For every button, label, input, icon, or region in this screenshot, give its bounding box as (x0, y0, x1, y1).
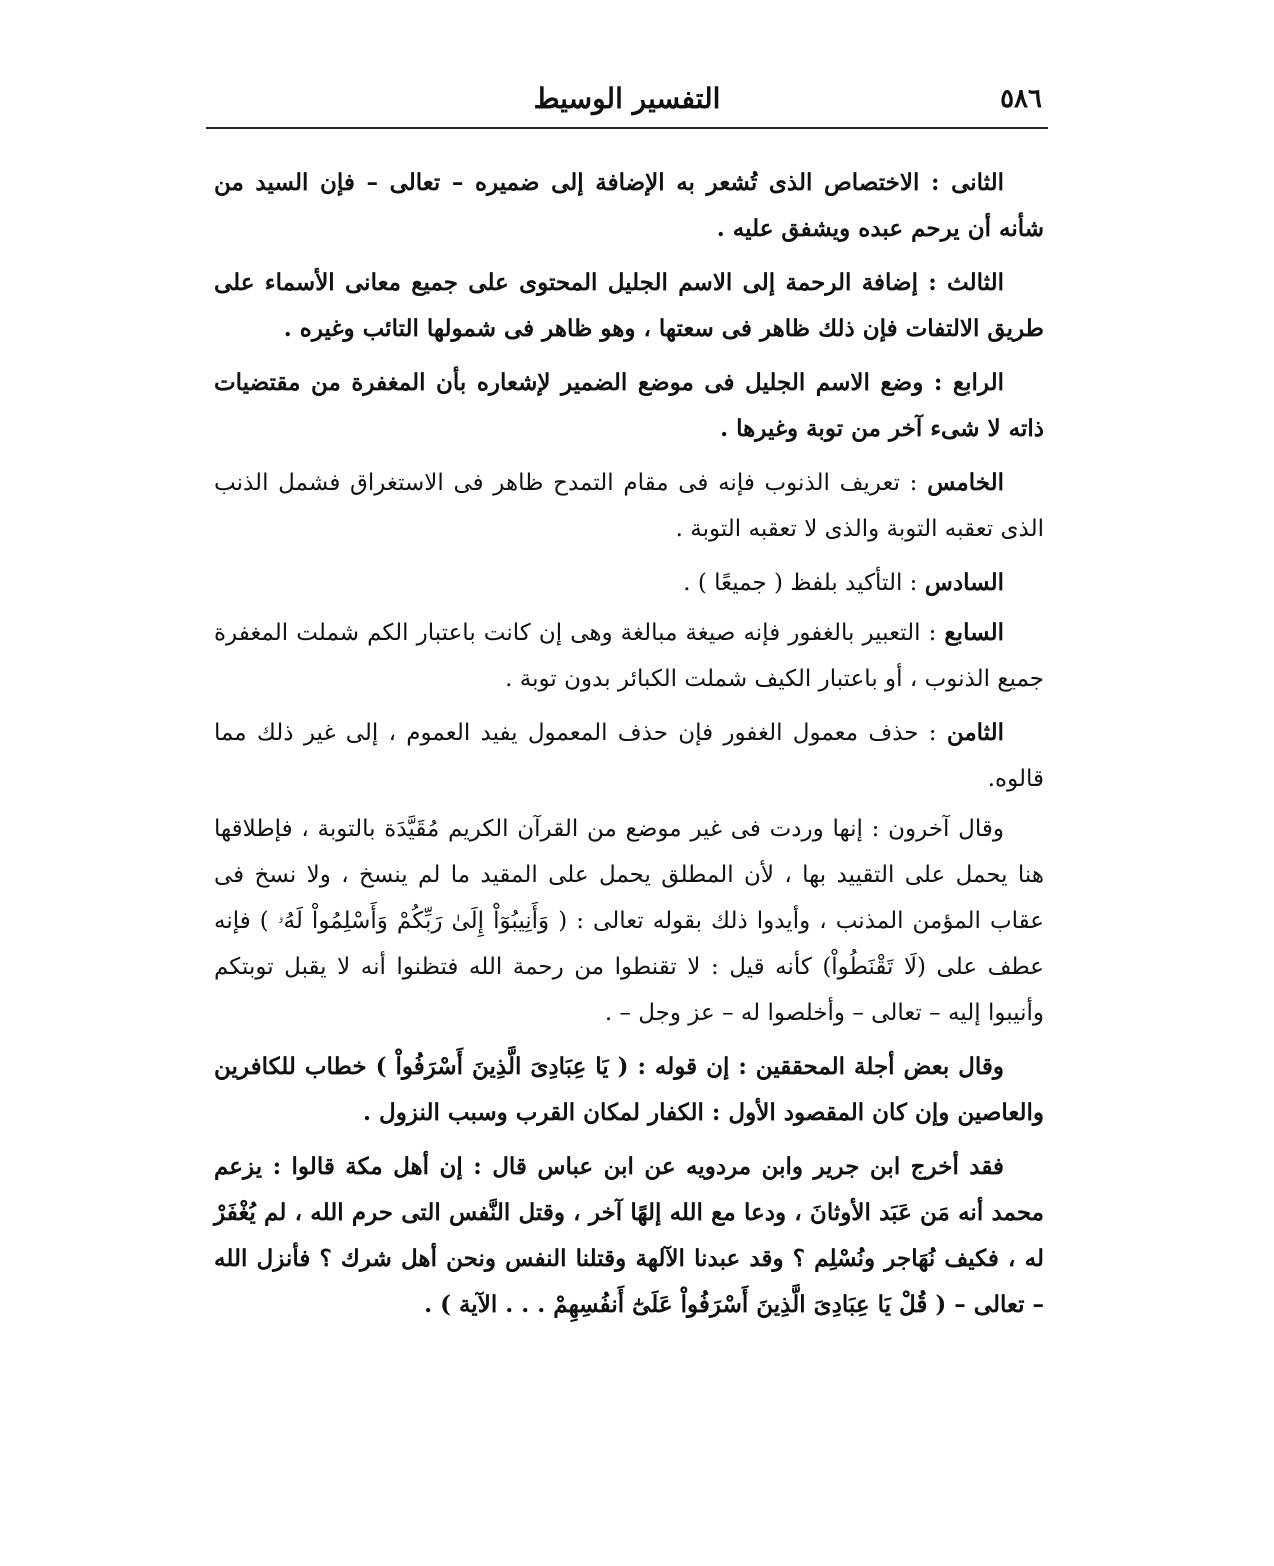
paragraph-eighth (214, 710, 1044, 802)
paragraph-text: فقد أخرج ابن جرير وابن مردويه عن ابن عباس قال : إن أهل مكة قالوا : يزعم محمد أنه مَن عَبَد الأوثانَ ، ودعا مع الله إلهًا آخر ، وقتل النَّفس التى حرم الله ، لم يُغْفَرْ له ، فكيف نُهَاجر ونُسْلِم ؟ وقد عبدنا الآلهة وقتلنا النفس ونحن أهل شرك ؟ فأنزل الله – تعالى – ( قُلْ يَا عِبَادِىَ الَّذِينَ أَسْرَفُواْ عَلَىٰٓ أَنفُسِهِمْ . . . الآية ) . (214, 1153, 1044, 1318)
paragraph-label: الثانى (951, 169, 1004, 196)
header-rule (206, 127, 1048, 129)
paragraph-label: الخامس (927, 469, 1004, 496)
paragraph-fourth (214, 360, 1044, 452)
paragraph-label: السادس (924, 569, 1004, 596)
paragraph-narration (214, 1144, 1044, 1328)
running-title: التفسير الوسيط (533, 82, 721, 115)
paragraph-third (214, 260, 1044, 352)
paragraph-label: الثامن (946, 719, 1004, 746)
page-number: ٥٨٦ (1000, 84, 1042, 114)
paragraph-text: : التأكيد بلفظ ( جميعًا ) . (683, 570, 925, 596)
paragraph-text: : إضافة الرحمة إلى الاسم الجليل المحتوى على جميع معانى الأسماء على طريق الالتفات فإن ذلك ظاهر فى سعتها ، وهو ظاهر فى شمولها التائب وغيره . (214, 269, 1044, 342)
paragraph-text: وقال بعض أجلة المحققين : إن قوله : ( يَا عِبَادِىَ الَّذِينَ أَسْرَفُواْ ) خطاب للكافرين والعاصين وإن كان المقصود الأول : الكفار لمكان القرب وسبب النزول . (214, 1053, 1044, 1126)
paragraph-seventh (214, 610, 1044, 702)
paragraph-text: : التعبير بالغفور فإنه صيغة مبالغة وهى إن كانت باعتبار الكم شملت المغفرة جميع الذنوب ، أو باعتبار الكيف شملت الكبائر بدون توبة . (214, 620, 1044, 692)
paragraph-second (214, 160, 1044, 252)
page-header (206, 78, 1048, 128)
paragraph-label: السابع (944, 619, 1004, 646)
paragraph-sixth (214, 560, 1044, 606)
paragraph-text: وقال آخرون : إنها وردت فى غير موضع من القرآن الكريم مُقَيَّدَة بالتوبة ، فإطلاقها هنا يحمل على التقييد بها ، لأن المطلق يحمل على المقيد ما لم ينسخ ، ولا نسخ فى عقاب المؤمن المذنب ، وأيدوا ذلك بقوله تعالى : ( وَأَنِيبُوٓاْ إِلَىٰ رَبِّكُمْ وَأَسْلِمُواْ لَهُۥ ) فإنه عطف على (لَا تَقْنَطُواْ) كأنه قيل : لا تقنطوا من رحمة الله فتظنوا أنه لا يقبل توبتكم وأنيبوا إليه – تعالى – وأخلصوا له – عز وجل – . (214, 816, 1044, 1026)
paragraph-text: : تعريف الذنوب فإنه فى مقام التمدح ظاهر فى الاستغراق فشمل الذنب الذى تعقبه التوبة والذى لا تعقبه التوبة . (214, 470, 1044, 542)
paragraph-text: : حذف معمول الغفور فإن حذف المعمول يفيد العموم ، إلى غير ذلك مما قالوه. (214, 720, 1044, 792)
page-body (214, 160, 1044, 1336)
paragraph-scholars-opinion (214, 1044, 1044, 1136)
paragraph-label: الثالث (947, 269, 1004, 296)
paragraph-text: : الاختصاص الذى تُشعر به الإضافة إلى ضميره – تعالى – فإن السيد من شأنه أن يرحم عبده ويشفق عليه . (214, 169, 1044, 242)
paragraph-label: الرابع (952, 369, 1004, 396)
paragraph-fifth (214, 460, 1044, 552)
paragraph-text: : وضع الاسم الجليل فى موضع الضمير لإشعاره بأن المغفرة من مقتضيات ذاته لا شىء آخر من توبة وغيرها . (214, 369, 1044, 442)
paragraph-others-opinion (214, 806, 1044, 1036)
